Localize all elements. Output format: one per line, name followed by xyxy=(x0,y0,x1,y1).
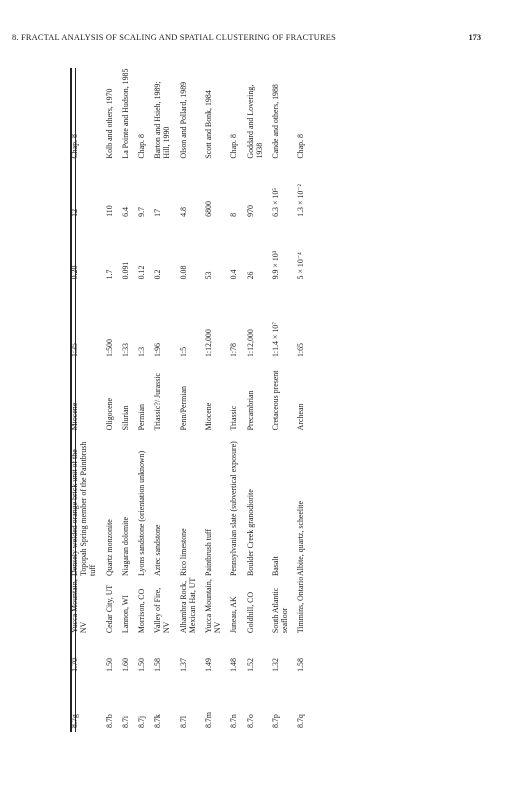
cell-map-scale: 1:33 xyxy=(120,343,130,358)
cell-fractal-dimension: 1.50 xyxy=(137,658,147,672)
cell-rock-type: Boulder Creek granodiorite xyxy=(245,489,255,576)
cell-reference: Goddard and Lovering, 1938 xyxy=(245,84,264,159)
cell-min-size: 0.20 xyxy=(70,265,79,280)
cell-figure: 8.7k xyxy=(153,714,163,728)
cell-reference: Scott and Bonk, 1984 xyxy=(204,90,214,159)
cell-figure: 8.7n xyxy=(229,714,239,728)
cell-rock-type: Aztec sandstone xyxy=(153,524,163,576)
page-number: 173 xyxy=(468,33,481,42)
table-row xyxy=(229,68,245,728)
cell-map-scale: 1:65 xyxy=(296,343,306,358)
table-row xyxy=(105,68,121,728)
cell-rock-type: Paintbrush tuff xyxy=(204,528,214,576)
cell-location: Morrison, CO xyxy=(137,588,147,634)
cell-fractal-dimension: 1.60 xyxy=(120,658,130,672)
rotated-table-container xyxy=(70,68,382,728)
cell-figure: 8.7l xyxy=(178,715,188,728)
cell-min-size: 0.12 xyxy=(137,265,147,280)
cell-reference: Chap. 8 xyxy=(229,134,239,159)
table-row xyxy=(179,68,204,728)
cell-map-scale: 1:5 xyxy=(178,346,188,358)
cell-age: Permian xyxy=(137,404,147,431)
cell-figure: 8.7j xyxy=(137,715,147,728)
cell-figure: 8.7b xyxy=(104,714,114,728)
cell-location: Yucca Mountain, NV xyxy=(70,579,89,634)
cell-location: South Atlantic seafloor xyxy=(271,587,290,634)
cell-map-scale: 1:12,000 xyxy=(204,329,214,358)
table-row xyxy=(246,68,271,728)
cell-reference: Olson and Pollard, 1989 xyxy=(178,81,188,159)
cell-map-scale: 1:12,000 xyxy=(245,329,255,358)
cell-age: Miocene xyxy=(204,402,214,431)
cell-age: Miocene xyxy=(70,402,79,431)
cell-min-size: 0.2 xyxy=(153,269,163,280)
cell-figure: 8.7g xyxy=(70,714,79,728)
cell-max-size: 9.7 xyxy=(137,206,147,217)
cell-rock-type: Quartz monzonite xyxy=(104,519,114,576)
cell-reference: Cande and others, 1988 xyxy=(271,84,281,159)
cell-figure: 8.7q xyxy=(296,714,306,728)
cell-fractal-dimension: 1.37 xyxy=(178,658,188,672)
cell-rock-type: Albite, quartz, scheelite xyxy=(296,501,306,576)
cell-max-size: 4.8 xyxy=(178,206,188,217)
cell-map-scale: 1:35 xyxy=(70,343,79,358)
cell-map-scale: 1:3 xyxy=(137,346,147,358)
cell-max-size: 110 xyxy=(104,205,114,217)
cell-min-size: 5 × 10⁻⁴ xyxy=(296,252,306,280)
cell-figure: 8.7p xyxy=(271,714,281,728)
cell-max-size: 8 xyxy=(229,212,239,217)
cell-location: Alhambra Rock, Mexican Hat, UT xyxy=(178,577,197,634)
cell-map-scale: 1:96 xyxy=(153,343,163,358)
cell-location: Yucca Mountain, NV xyxy=(204,579,223,634)
table-row xyxy=(121,68,137,728)
cell-fractal-dimension: 1.58 xyxy=(153,658,163,672)
table-row xyxy=(296,68,312,728)
cell-figure: 8.7m xyxy=(204,711,214,728)
cell-age: Silurian xyxy=(120,405,130,431)
cell-location: Timmins, Ontario xyxy=(296,576,306,634)
cell-fractal-dimension: 1.52 xyxy=(245,658,255,672)
cell-min-size: 53 xyxy=(204,271,214,280)
cell-min-size: 9.9 × 10³ xyxy=(271,250,281,280)
cell-location: Valley of Fire, NV xyxy=(153,587,172,634)
cell-age: Penn/Permian xyxy=(178,386,188,431)
cell-fractal-dimension: 1.58 xyxy=(296,658,306,672)
cell-min-size: 0.4 xyxy=(229,269,239,280)
table-row xyxy=(204,68,229,728)
cell-location: Juneau, AK xyxy=(229,596,239,634)
cell-max-size: 6.4 xyxy=(120,206,130,217)
cell-min-size: 0.091 xyxy=(120,261,130,280)
cell-figure: 8.7i xyxy=(120,715,130,728)
cell-fractal-dimension: 1.32 xyxy=(271,658,281,672)
cell-rock-type: Lyons sandstone (orientation unknown) xyxy=(137,450,147,576)
fracture-data-table xyxy=(70,68,313,728)
table-row xyxy=(153,68,178,728)
cell-max-size: 12 xyxy=(70,208,79,217)
cell-max-size: 6.3 × 10⁵ xyxy=(271,187,281,217)
cell-age: Oligocene xyxy=(104,397,114,431)
cell-location: Cedar City, UT xyxy=(104,584,114,634)
cell-min-size: 26 xyxy=(245,271,255,280)
cell-location: Lannon, WI xyxy=(120,595,130,634)
cell-reference: Kolb and others, 1970 xyxy=(104,88,114,159)
cell-max-size: 6800 xyxy=(204,201,214,217)
cell-age: Triassic xyxy=(229,405,239,431)
running-header-title: 8. FRACTAL ANALYSIS OF SCALING AND SPATIAL CLUSTERING OF FRACTURES xyxy=(12,33,336,42)
cell-fractal-dimension: 1.70 xyxy=(70,658,79,672)
cell-max-size: 17 xyxy=(153,208,163,217)
cell-fractal-dimension: 1.50 xyxy=(104,658,114,672)
cell-map-scale: 1:78 xyxy=(229,343,239,358)
cell-age: Precambrian xyxy=(245,390,255,431)
cell-fractal-dimension: 1.49 xyxy=(204,658,214,672)
cell-location: Goldhill, CO xyxy=(245,591,255,634)
cell-rock-type: Rico limestone xyxy=(178,528,188,576)
table-body xyxy=(70,68,313,728)
cell-reference: Chap. 8 xyxy=(70,134,79,159)
table-row xyxy=(70,68,105,728)
cell-min-size: 1.7 xyxy=(104,269,114,280)
cell-rock-type: Basalt xyxy=(271,556,281,576)
cell-fractal-dimension: 1.48 xyxy=(229,658,239,672)
cell-reference: Barton and Hsieh, 1989; Hill, 1990 xyxy=(153,81,172,159)
cell-rock-type: Densely welded orange brick unit of the Topopah Spring member of the Paintbrush tuff xyxy=(70,441,98,576)
cell-max-size: 1.3 × 10⁻² xyxy=(296,184,306,217)
cell-min-size: 0.08 xyxy=(178,265,188,280)
cell-rock-type: Pennsylvanian slate (subvertical exposure) xyxy=(229,441,239,576)
cell-reference: Chap. 8 xyxy=(137,134,147,159)
cell-age: Triassic?/ Jurassic xyxy=(153,373,163,431)
cell-rock-type: Niagaran dolomite xyxy=(120,517,130,576)
cell-reference: La Pointe and Hudson, 1985 xyxy=(120,68,130,159)
cell-age: Cretaceous present xyxy=(271,370,281,431)
table-row xyxy=(137,68,153,728)
cell-map-scale: 1:1.4 × 10⁷ xyxy=(271,322,281,358)
table-row xyxy=(271,68,296,728)
cell-reference: Chap. 8 xyxy=(296,134,306,159)
cell-figure: 8.7o xyxy=(245,714,255,728)
cell-age: Archean xyxy=(296,403,306,431)
cell-map-scale: 1:500 xyxy=(104,339,114,358)
cell-max-size: 970 xyxy=(245,205,255,217)
